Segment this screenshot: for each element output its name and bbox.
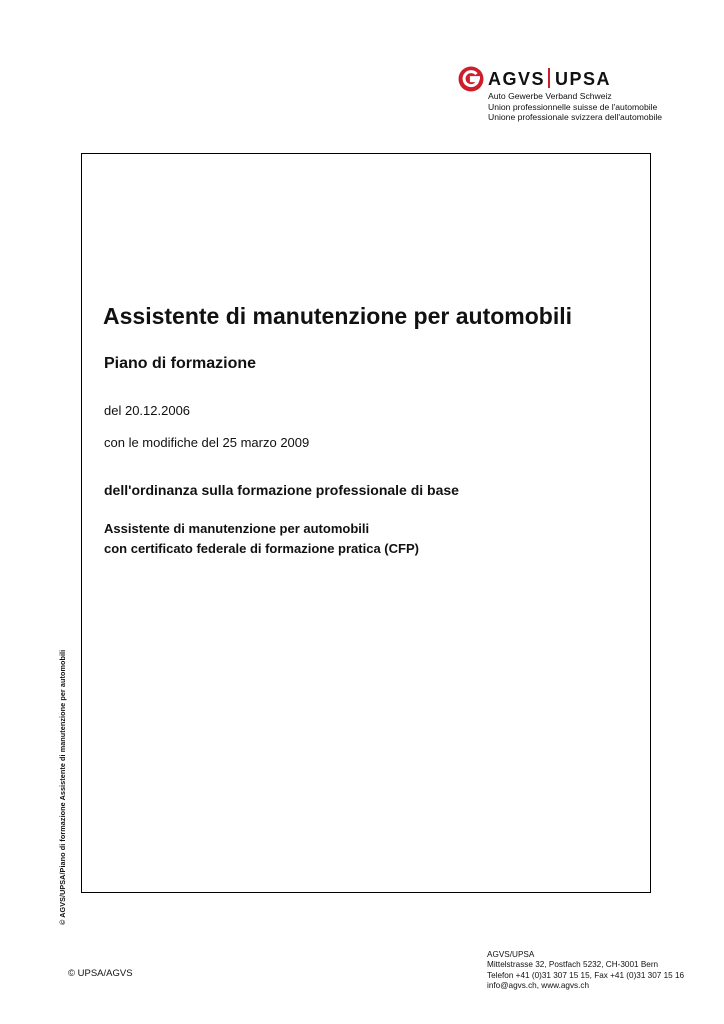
address-line: info@agvs.ch, www.agvs.ch bbox=[487, 981, 590, 991]
address-line: Telefon +41 (0)31 307 15 15, Fax +41 (0)31 307 15 16 bbox=[487, 970, 685, 980]
certificate-type: con certificato federale di formazione pratica (CFP) bbox=[104, 541, 419, 556]
agvs-logo-icon bbox=[458, 66, 484, 92]
footer-copyright: © UPSA/AGVS bbox=[68, 968, 133, 979]
footer-address bbox=[487, 950, 684, 992]
logo-tagline-line: Unione professionale svizzera dell'automobile bbox=[488, 112, 663, 122]
ordinance-heading: dell'ordinanza sulla formazione professionale di base bbox=[104, 482, 459, 498]
document-title: Assistente di manutenzione per automobili bbox=[103, 303, 573, 329]
logo-word-agvs: AGVS bbox=[488, 69, 546, 89]
logo-separator bbox=[548, 68, 550, 88]
logo-tagline bbox=[488, 91, 662, 123]
logo-tagline-line: Auto Gewerbe Verband Schweiz bbox=[488, 91, 612, 101]
profession-name: Assistente di manutenzione per automobili bbox=[104, 521, 370, 536]
vertical-copyright-label: © AGVS/UPSA/Piano di formazione Assistente di manutenzione per automobili bbox=[58, 649, 67, 925]
amendment-date: con le modifiche del 25 marzo 2009 bbox=[104, 435, 310, 450]
logo-tagline-line: Union professionnelle suisse de l'automobile bbox=[488, 101, 658, 112]
document-subtitle: Piano di formazione bbox=[104, 355, 257, 372]
logo-wordmark bbox=[488, 68, 611, 90]
address-line: Mittelstrasse 32, Postfach 5232, CH-3001 Bern bbox=[487, 960, 659, 970]
document-date: del 20.12.2006 bbox=[104, 403, 191, 418]
address-line: AGVS/UPSA bbox=[487, 950, 535, 959]
logo-word-upsa: UPSA bbox=[555, 69, 612, 89]
